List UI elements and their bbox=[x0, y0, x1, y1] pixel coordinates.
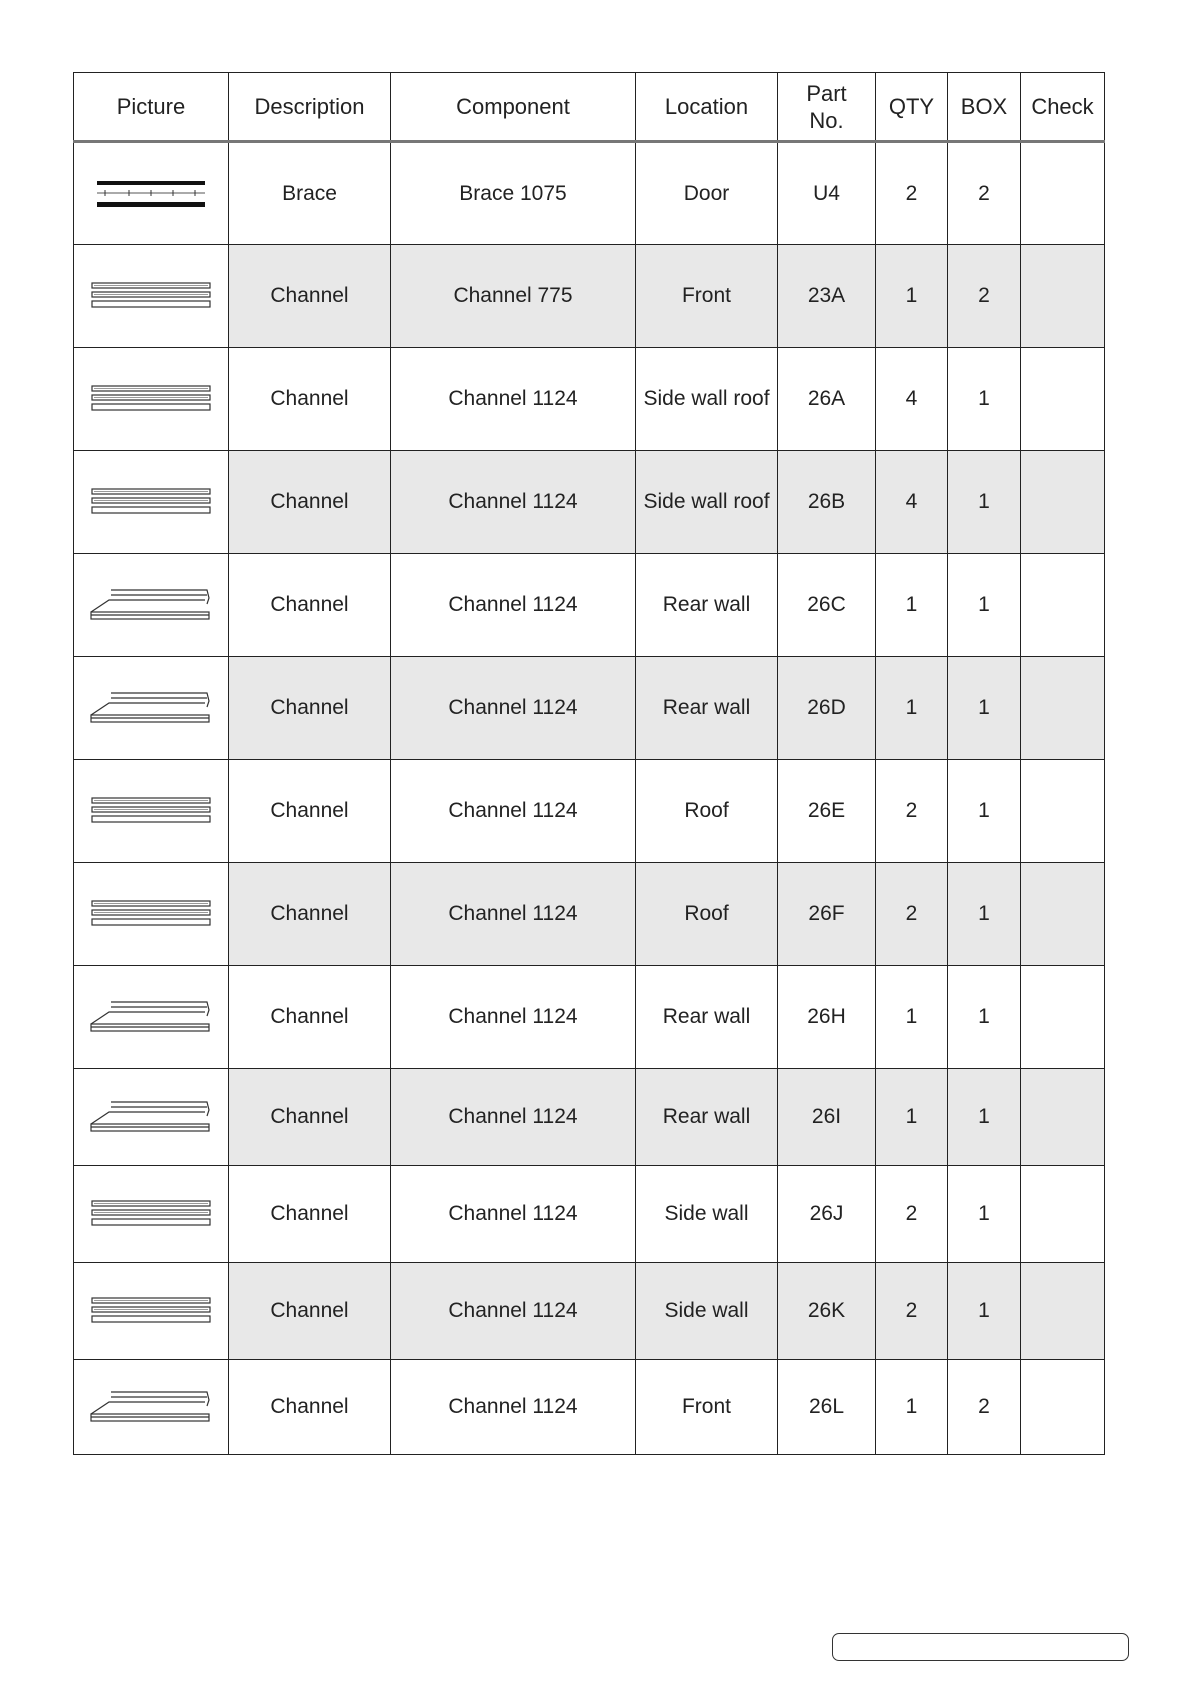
check-cell[interactable] bbox=[1021, 1166, 1105, 1263]
brace-icon bbox=[76, 179, 226, 209]
header-qty: QTY bbox=[876, 73, 948, 142]
box-cell: 1 bbox=[948, 1166, 1021, 1263]
picture-cell bbox=[74, 1263, 229, 1360]
location-cell: Front bbox=[636, 1360, 778, 1455]
check-cell[interactable] bbox=[1021, 760, 1105, 863]
component-cell: Channel 1124 bbox=[391, 760, 636, 863]
table-row bbox=[74, 657, 1105, 760]
location-cell: Front bbox=[636, 245, 778, 348]
part-no-cell: 26I bbox=[778, 1069, 876, 1166]
picture-cell bbox=[74, 760, 229, 863]
channel-icon bbox=[76, 487, 226, 517]
qty-cell: 2 bbox=[876, 1166, 948, 1263]
table-row bbox=[74, 142, 1105, 245]
header-location: Location bbox=[636, 73, 778, 142]
part-no-cell: 26F bbox=[778, 863, 876, 966]
check-cell[interactable] bbox=[1021, 657, 1105, 760]
check-cell[interactable] bbox=[1021, 142, 1105, 245]
component-cell: Channel 1124 bbox=[391, 1360, 636, 1455]
check-cell[interactable] bbox=[1021, 348, 1105, 451]
box-cell: 1 bbox=[948, 966, 1021, 1069]
check-cell[interactable] bbox=[1021, 245, 1105, 348]
part-no-cell: 23A bbox=[778, 245, 876, 348]
header-part-no: Part No. bbox=[778, 73, 876, 142]
location-cell: Side wall roof bbox=[636, 451, 778, 554]
picture-cell bbox=[74, 863, 229, 966]
location-cell: Rear wall bbox=[636, 657, 778, 760]
part-no-cell: 26E bbox=[778, 760, 876, 863]
box-cell: 2 bbox=[948, 142, 1021, 245]
check-cell[interactable] bbox=[1021, 554, 1105, 657]
check-cell[interactable] bbox=[1021, 1069, 1105, 1166]
qty-cell: 1 bbox=[876, 966, 948, 1069]
qty-cell: 2 bbox=[876, 1263, 948, 1360]
picture-cell bbox=[74, 348, 229, 451]
header-picture: Picture bbox=[74, 73, 229, 142]
table-row bbox=[74, 1263, 1105, 1360]
box-cell: 1 bbox=[948, 1263, 1021, 1360]
component-cell: Channel 1124 bbox=[391, 1263, 636, 1360]
part-no-cell: 26C bbox=[778, 554, 876, 657]
qty-cell: 1 bbox=[876, 245, 948, 348]
box-cell: 1 bbox=[948, 657, 1021, 760]
component-cell: Brace 1075 bbox=[391, 142, 636, 245]
channel-icon bbox=[76, 899, 226, 929]
qty-cell: 1 bbox=[876, 1360, 948, 1455]
description-cell: Channel bbox=[229, 760, 391, 863]
part-no-cell: 26J bbox=[778, 1166, 876, 1263]
component-cell: Channel 775 bbox=[391, 245, 636, 348]
qty-cell: 2 bbox=[876, 142, 948, 245]
location-cell: Side wall bbox=[636, 1166, 778, 1263]
description-cell: Channel bbox=[229, 245, 391, 348]
part-no-cell: U4 bbox=[778, 142, 876, 245]
description-cell: Channel bbox=[229, 1166, 391, 1263]
table-row bbox=[74, 245, 1105, 348]
box-cell: 1 bbox=[948, 554, 1021, 657]
location-cell: Side wall roof bbox=[636, 348, 778, 451]
location-cell: Roof bbox=[636, 760, 778, 863]
header-description: Description bbox=[229, 73, 391, 142]
component-cell: Channel 1124 bbox=[391, 451, 636, 554]
part-no-cell: 26H bbox=[778, 966, 876, 1069]
picture-cell bbox=[74, 554, 229, 657]
parts-checklist-table bbox=[73, 72, 1105, 1455]
description-cell: Channel bbox=[229, 554, 391, 657]
picture-cell bbox=[74, 657, 229, 760]
part-no-cell: 26L bbox=[778, 1360, 876, 1455]
angled-channel-icon bbox=[76, 1000, 226, 1034]
location-cell: Door bbox=[636, 142, 778, 245]
qty-cell: 1 bbox=[876, 1069, 948, 1166]
picture-cell bbox=[74, 142, 229, 245]
table-row bbox=[74, 451, 1105, 554]
qty-cell: 2 bbox=[876, 760, 948, 863]
qty-cell: 2 bbox=[876, 863, 948, 966]
angled-channel-icon bbox=[76, 691, 226, 725]
angled-channel-icon bbox=[76, 1100, 226, 1134]
qty-cell: 1 bbox=[876, 554, 948, 657]
part-no-cell: 26K bbox=[778, 1263, 876, 1360]
footer-label-box bbox=[832, 1633, 1129, 1661]
picture-cell bbox=[74, 966, 229, 1069]
component-cell: Channel 1124 bbox=[391, 863, 636, 966]
description-cell: Channel bbox=[229, 348, 391, 451]
location-cell: Rear wall bbox=[636, 1069, 778, 1166]
table-row bbox=[74, 1069, 1105, 1166]
location-cell: Roof bbox=[636, 863, 778, 966]
check-cell[interactable] bbox=[1021, 863, 1105, 966]
picture-cell bbox=[74, 1166, 229, 1263]
angled-channel-icon bbox=[76, 1390, 226, 1424]
description-cell: Channel bbox=[229, 657, 391, 760]
component-cell: Channel 1124 bbox=[391, 657, 636, 760]
description-cell: Channel bbox=[229, 1263, 391, 1360]
table-row bbox=[74, 554, 1105, 657]
component-cell: Channel 1124 bbox=[391, 348, 636, 451]
box-cell: 2 bbox=[948, 245, 1021, 348]
table-row bbox=[74, 966, 1105, 1069]
table-row bbox=[74, 863, 1105, 966]
picture-cell bbox=[74, 245, 229, 348]
location-cell: Rear wall bbox=[636, 966, 778, 1069]
check-cell[interactable] bbox=[1021, 966, 1105, 1069]
check-cell[interactable] bbox=[1021, 1263, 1105, 1360]
table-row bbox=[74, 1166, 1105, 1263]
part-no-cell: 26D bbox=[778, 657, 876, 760]
component-cell: Channel 1124 bbox=[391, 1166, 636, 1263]
part-no-cell: 26B bbox=[778, 451, 876, 554]
check-cell[interactable] bbox=[1021, 451, 1105, 554]
channel-icon bbox=[76, 796, 226, 826]
description-cell: Channel bbox=[229, 1360, 391, 1455]
box-cell: 1 bbox=[948, 348, 1021, 451]
description-cell: Channel bbox=[229, 1069, 391, 1166]
header-box: BOX bbox=[948, 73, 1021, 142]
component-cell: Channel 1124 bbox=[391, 966, 636, 1069]
picture-cell bbox=[74, 1360, 229, 1455]
channel-icon bbox=[76, 1296, 226, 1326]
component-cell: Channel 1124 bbox=[391, 1069, 636, 1166]
description-cell: Channel bbox=[229, 966, 391, 1069]
table-row bbox=[74, 1360, 1105, 1455]
part-no-cell: 26A bbox=[778, 348, 876, 451]
description-cell: Channel bbox=[229, 863, 391, 966]
angled-channel-icon bbox=[76, 588, 226, 622]
picture-cell bbox=[74, 451, 229, 554]
channel-icon bbox=[76, 1199, 226, 1229]
component-cell: Channel 1124 bbox=[391, 554, 636, 657]
description-cell: Channel bbox=[229, 451, 391, 554]
box-cell: 1 bbox=[948, 863, 1021, 966]
header-component: Component bbox=[391, 73, 636, 142]
check-cell[interactable] bbox=[1021, 1360, 1105, 1455]
channel-icon bbox=[76, 281, 226, 311]
box-cell: 1 bbox=[948, 760, 1021, 863]
table-row bbox=[74, 348, 1105, 451]
box-cell: 1 bbox=[948, 451, 1021, 554]
channel-icon bbox=[76, 384, 226, 414]
qty-cell: 1 bbox=[876, 657, 948, 760]
box-cell: 2 bbox=[948, 1360, 1021, 1455]
box-cell: 1 bbox=[948, 1069, 1021, 1166]
location-cell: Side wall bbox=[636, 1263, 778, 1360]
location-cell: Rear wall bbox=[636, 554, 778, 657]
header-row bbox=[74, 73, 1105, 142]
picture-cell bbox=[74, 1069, 229, 1166]
table-row bbox=[74, 760, 1105, 863]
qty-cell: 4 bbox=[876, 348, 948, 451]
header-check: Check bbox=[1021, 73, 1105, 142]
description-cell: Brace bbox=[229, 142, 391, 245]
qty-cell: 4 bbox=[876, 451, 948, 554]
